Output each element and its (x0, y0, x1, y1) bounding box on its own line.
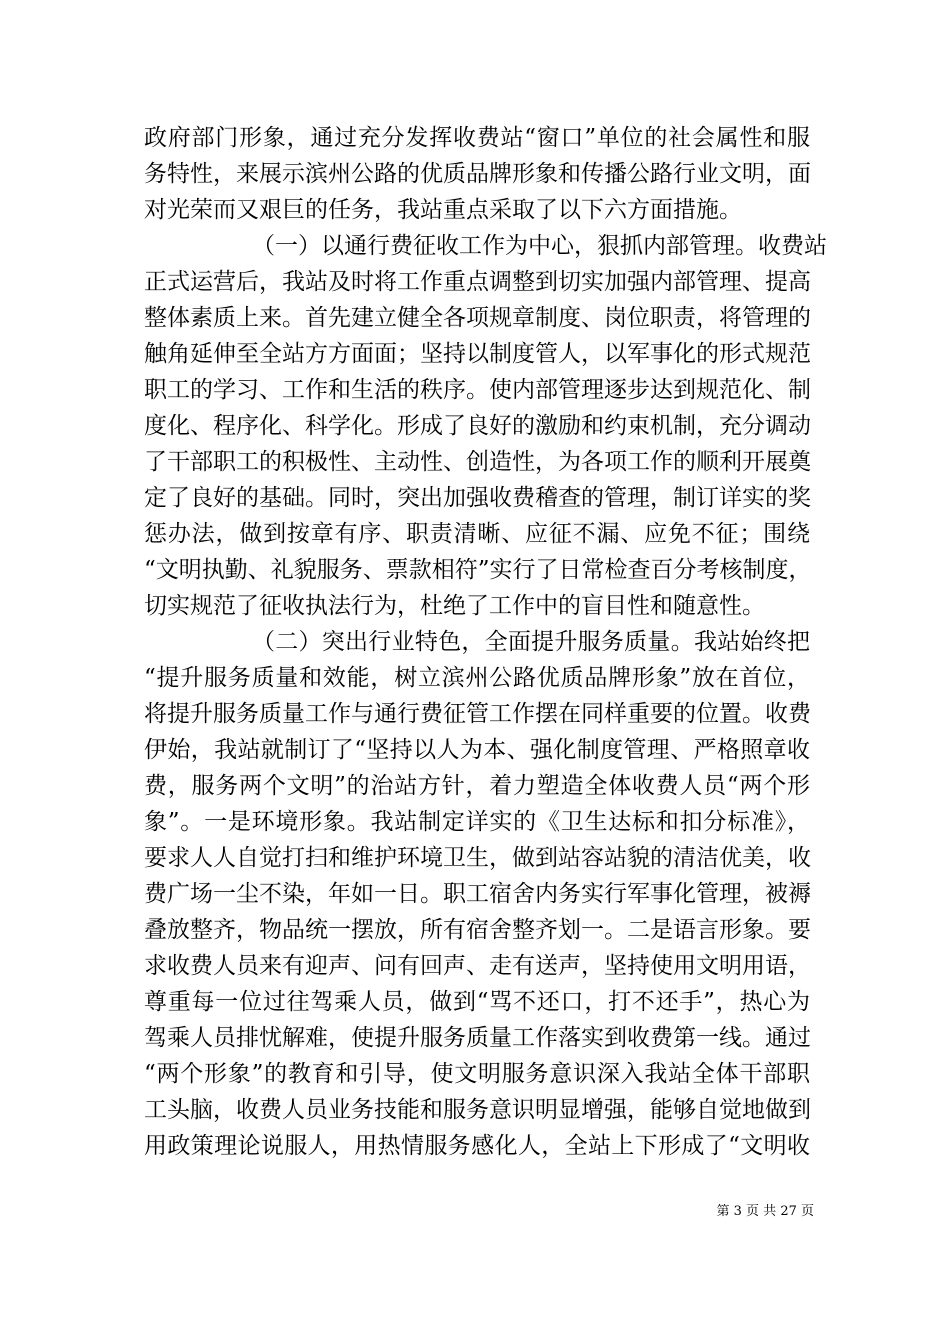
text-line: 切实规范了征收执法行为，杜绝了工作中的盲目性和随意性。 (144, 593, 765, 619)
text-line: 政府部门形象，通过充分发挥收费站“窗口”单位的社会属性和服 (144, 125, 810, 151)
section-heading-line: （一）以通行费征收工作为中心，狠抓内部管理。收费站 (252, 233, 827, 259)
text-line: 工头脑，收费人员业务技能和服务意识明显增强，能够自觉地做到 (144, 1097, 811, 1123)
text-line: 对光荣而又艰巨的任务，我站重点采取了以下六方面措施。 (144, 197, 742, 223)
text-line: “提升服务质量和效能，树立滨州公路优质品牌形象”放在首位， (144, 665, 810, 691)
text-line: 叠放整齐，物品统一摆放，所有宿舍整齐划一。二是语言形象。要 (144, 917, 811, 943)
text-line: 职工的学习、工作和生活的秩序。使内部管理逐步达到规范化、制 (144, 377, 811, 403)
text-line: “文明执勤、礼貌服务、票款相符”实行了日常检查百分考核制度， (144, 557, 812, 583)
page-number: 第 3 页 共 27 页 (716, 1204, 814, 1219)
text-line: 费，服务两个文明”的治站方针，着力塑造全体收费人员“两个形 (144, 773, 810, 799)
text-line: 要求人人自觉打扫和维护环境卫生，做到站容站貌的清洁优美，收 (144, 845, 811, 871)
text-line: 惩办法，做到按章有序、职责清晰、应征不漏、应免不征；围绕 (144, 521, 810, 547)
text-line: “两个形象”的教育和引导，使文明服务意识深入我站全体干部职 (144, 1061, 810, 1087)
text-line: 度化、程序化、科学化。形成了良好的激励和约束机制，充分调动 (144, 413, 811, 439)
text-line: 用政策理论说服人，用热情服务感化人，全站上下形成了“文明收 (144, 1133, 810, 1159)
text-line: 务特性，来展示滨州公路的优质品牌形象和传播公路行业文明，面 (144, 161, 811, 187)
text-line: 费广场一尘不染，年如一日。职工宿舍内务实行军事化管理，被褥 (144, 881, 811, 907)
text-line: 求收费人员来有迎声、问有回声、走有送声，坚持使用文明用语， (144, 953, 811, 979)
text-line: 象”。一是环境形象。我站制定详实的《卫生达标和扣分标准》， (144, 809, 810, 835)
text-line: 正式运营后，我站及时将工作重点调整到切实加强内部管理、提高 (144, 269, 811, 295)
text-line: 了干部职工的积极性、主动性、创造性，为各项工作的顺利开展奠 (144, 449, 811, 475)
text-line: 伊始，我站就制订了“坚持以人为本、强化制度管理、严格照章收 (144, 737, 810, 763)
text-line: 尊重每一位过往驾乘人员，做到“骂不还口，打不还手”，热心为 (144, 989, 810, 1015)
text-line: 定了良好的基础。同时，突出加强收费稽查的管理，制订详实的奖 (144, 485, 811, 511)
text-line: 将提升服务质量工作与通行费征管工作摆在同样重要的位置。收费 (144, 701, 811, 727)
text-line: 触角延伸至全站方方面面；坚持以制度管人，以军事化的形式规范 (144, 341, 811, 367)
text-line: 驾乘人员排忧解难，使提升服务质量工作落实到收费第一线。通过 (144, 1025, 811, 1051)
section-heading-line: （二）突出行业特色，全面提升服务质量。我站始终把 (252, 629, 810, 655)
text-line: 整体素质上来。首先建立健全各项规章制度、岗位职责，将管理的 (144, 305, 811, 331)
